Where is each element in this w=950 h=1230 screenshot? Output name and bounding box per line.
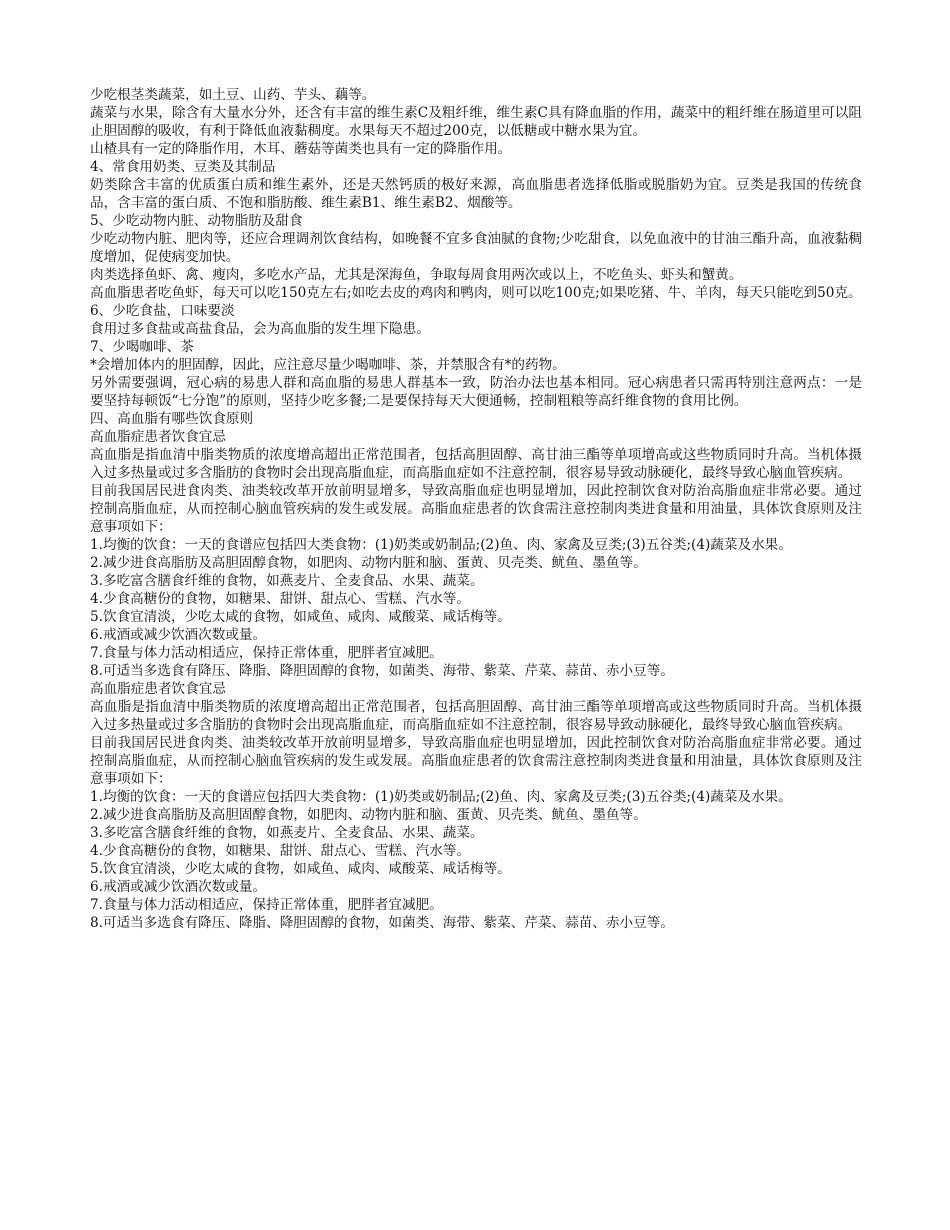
paragraph: 目前我国居民进食肉类、油类较改革开放前明显增多，导致高脂血症也明显增加，因此控制饮食对防治高脂血症非常必要。通过控制高脂血症，从而控制心脑血管疾病的发生或发展。高脂血症患者的饮食需注意控制肉类进食量和用油量，具体饮食原则及注意事项如下：: [90, 735, 862, 787]
list-item: 3.多吃富含膳食纤维的食物，如燕麦片、全麦食品、水果、蔬菜。: [90, 825, 484, 841]
section-heading: 6、少吃食盐，口味要淡: [90, 303, 235, 319]
paragraph: 肉类选择鱼虾、禽、瘦肉，多吃水产品，尤其是深海鱼，争取每周食用两次或以上，不吃鱼头、虾头和蟹黄。: [90, 267, 743, 283]
subsection-heading: 高血脂症患者饮食宜忌: [90, 681, 226, 697]
paragraph: *会增加体内的胆固醇，因此，应注意尽量少喝咖啡、茶，并禁服含有*的药物。: [90, 357, 566, 373]
list-item: 4.少食高糖份的食物，如糖果、甜饼、甜点心、雪糕、汽水等。: [90, 843, 470, 859]
list-item: 2.减少进食高脂肪及高胆固醇食物，如肥肉、动物内脏和脑、蛋黄、贝壳类、鱿鱼、墨鱼等。: [90, 807, 647, 823]
list-item: 5.饮食宜清淡，少吃太咸的食物，如咸鱼、咸肉、咸酸菜、咸话梅等。: [90, 861, 511, 877]
list-item: 7.食量与体力活动相适应，保持正常体重，肥胖者宜减肥。: [90, 645, 443, 661]
paragraph: 少吃根茎类蔬菜，如土豆、山药、芋头、藕等。: [90, 87, 376, 103]
subsection-heading: 高血脂症患者饮食宜忌: [90, 429, 226, 445]
paragraph: 高血脂是指血清中脂类物质的浓度增高超出正常范围者，包括高胆固醇、高甘油三酯等单项增高或这些物质同时升高。当机体摄入过多热量或过多含脂肪的食物时会出现高脂血症，而高脂血症如不注意控制，很容易导致动脉硬化，最终导致心脑血管疾病。: [90, 699, 862, 733]
list-item: 1.均衡的饮食：一天的食谱应包括四大类食物：(1)奶类或奶制品;(2)鱼、肉、家禽及豆类;(3)五谷类;(4)蔬菜及水果。: [90, 537, 792, 553]
list-item: 6.戒酒或减少饮酒次数或量。: [90, 627, 267, 643]
paragraph: 山楂具有一定的降脂作用，木耳、蘑菇等菌类也具有一定的降脂作用。: [90, 141, 512, 157]
section-heading: 5、少吃动物内脏、动物脂肪及甜食: [90, 213, 303, 229]
list-item: 8.可适当多选食有降压、降脂、降胆固醇的食物，如菌类、海带、紫菜、芹菜、蒜苗、赤小豆等。: [90, 915, 674, 931]
list-item: 4.少食高糖份的食物，如糖果、甜饼、甜点心、雪糕、汽水等。: [90, 591, 470, 607]
paragraph: 高血脂患者吃鱼虾，每天可以吃150克左右;如吃去皮的鸡肉和鸭肉，则可以吃100克;如果吃猪、牛、羊肉，每天只能吃到50克。: [90, 285, 862, 301]
paragraph: 奶类除含丰富的优质蛋白质和维生素外，还是天然钙质的极好来源，高血脂患者选择低脂或脱脂奶为宜。豆类是我国的传统食品，含丰富的蛋白质、不饱和脂肪酸、维生素B1、维生素B2、烟酸等。: [90, 177, 862, 211]
paragraph: 高血脂是指血清中脂类物质的浓度增高超出正常范围者，包括高胆固醇、高甘油三酯等单项增高或这些物质同时升高。当机体摄入过多热量或过多含脂肪的食物时会出现高脂血症，而高脂血症如不注意控制，很容易导致动脉硬化，最终导致心脑血管疾病。: [90, 447, 862, 481]
list-item: 3.多吃富含膳食纤维的食物，如燕麦片、全麦食品、水果、蔬菜。: [90, 573, 484, 589]
list-item: 5.饮食宜清淡，少吃太咸的食物，如咸鱼、咸肉、咸酸菜、咸话梅等。: [90, 609, 511, 625]
paragraph: 蔬菜与水果，除含有大量水分外，还含有丰富的维生素C及粗纤维，维生素C具有降血脂的作用，蔬菜中的粗纤维在肠道里可以阻止胆固醇的吸收，有利于降低血液黏稠度。水果每天不超过200克，以低糖或中糖水果为宜。: [90, 105, 862, 139]
list-item: 2.减少进食高脂肪及高胆固醇食物，如肥肉、动物内脏和脑、蛋黄、贝壳类、鱿鱼、墨鱼等。: [90, 555, 647, 571]
paragraph: 少吃动物内脏、肥肉等，还应合理调剂饮食结构，如晚餐不宜多食油腻的食物;少吃甜食，以免血液中的甘油三酯升高，血液黏稠度增加，促使病变加快。: [90, 231, 862, 265]
paragraph: 目前我国居民进食肉类、油类较改革开放前明显增多，导致高脂血症也明显增加，因此控制饮食对防治高脂血症非常必要。通过控制高脂血症，从而控制心脑血管疾病的发生或发展。高脂血症患者的饮食需注意控制肉类进食量和用油量，具体饮食原则及注意事项如下：: [90, 483, 862, 535]
paragraph: 另外需要强调，冠心病的易患人群和高血脂的易患人群基本一致，防治办法也基本相同。冠心病患者只需再特别注意两点：一是要坚持每顿饭“七分饱”的原则，坚持少吃多餐;二是要保持每天大便通畅，控制粗粮等高纤维食物的食用比例。: [90, 375, 862, 409]
paragraph: 食用过多食盐或高盐食品，会为高血脂的发生埋下隐患。: [90, 321, 430, 337]
list-item: 7.食量与体力活动相适应，保持正常体重，肥胖者宜减肥。: [90, 897, 443, 913]
list-item: 8.可适当多选食有降压、降脂、降胆固醇的食物，如菌类、海带、紫菜、芹菜、蒜苗、赤小豆等。: [90, 663, 674, 679]
list-item: 6.戒酒或减少饮酒次数或量。: [90, 879, 267, 895]
section-heading: 四、高血脂有哪些饮食原则: [90, 411, 254, 427]
list-item: 1.均衡的饮食：一天的食谱应包括四大类食物：(1)奶类或奶制品;(2)鱼、肉、家禽及豆类;(3)五谷类;(4)蔬菜及水果。: [90, 789, 792, 805]
section-heading: 7、少喝咖啡、茶: [90, 339, 194, 355]
section-heading: 4、常食用奶类、豆类及其制品: [90, 159, 276, 175]
